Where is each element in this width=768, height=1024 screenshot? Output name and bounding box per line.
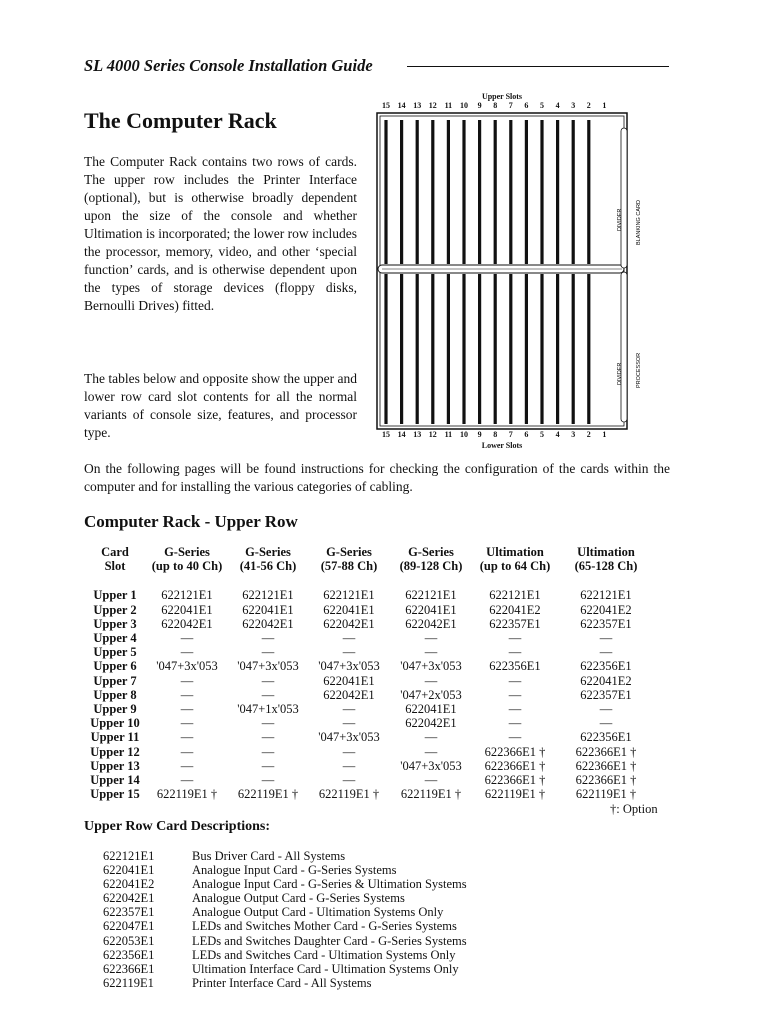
table-row xyxy=(84,759,654,773)
card-cell: — xyxy=(508,673,522,688)
slot-cell: Upper 7 xyxy=(93,673,137,688)
header-rule xyxy=(407,66,669,67)
card-cell: 622356E1 xyxy=(580,730,632,745)
table-row xyxy=(84,603,654,617)
slot-cell: Upper 10 xyxy=(90,716,140,731)
card-slot xyxy=(525,274,528,424)
slot-number: 6 xyxy=(524,430,529,439)
card-cell: — xyxy=(424,744,438,759)
card-cell: 622041E1 xyxy=(323,602,375,617)
slot-number: 7 xyxy=(508,101,513,110)
card-slot xyxy=(494,120,497,264)
card-cell: — xyxy=(261,716,275,731)
slot-cell: Upper 8 xyxy=(93,687,137,702)
card-cell: 622121E1 xyxy=(580,588,632,603)
table-row xyxy=(84,645,654,659)
slot-cell: Upper 11 xyxy=(90,730,140,745)
card-cell: — xyxy=(424,645,438,660)
card-slot xyxy=(509,274,512,424)
card-cell: 622119E1 † xyxy=(400,787,462,802)
slot-cell: Upper 2 xyxy=(93,602,137,617)
instructions-paragraph: On the following pages will be found instructions for checking the configuration of the cards within the computer and for installing the various categories of cabling. xyxy=(84,461,670,494)
card-cell: 622121E1 xyxy=(405,588,457,603)
tables-paragraph: The tables below and opposite show the upper and lower row card slot contents for all the normal variants of console size, features, and processor type. xyxy=(84,371,357,440)
card-cell: — xyxy=(424,631,438,646)
card-cell: 622356E1 xyxy=(489,659,541,674)
card-slot xyxy=(447,120,450,264)
slot-number: 2 xyxy=(586,101,591,110)
card-cell: 622357E1 xyxy=(489,616,541,631)
card-code: 622356E1 xyxy=(103,947,155,962)
card-cell: — xyxy=(599,645,613,660)
description-item xyxy=(103,891,467,905)
table-row xyxy=(84,674,654,688)
slot-number: 5 xyxy=(540,430,544,439)
card-cell: 622042E1 xyxy=(161,616,213,631)
table-row xyxy=(84,716,654,730)
column-header: (89-128 Ch) xyxy=(399,559,463,574)
section-title: The Computer Rack xyxy=(84,108,277,133)
card-cell: — xyxy=(261,773,275,788)
slot-number: 9 xyxy=(477,101,482,110)
card-code: 622042E1 xyxy=(103,891,155,906)
slot-cell: Upper 15 xyxy=(90,787,140,802)
card-cell: — xyxy=(261,687,275,702)
column-header: Ultimation xyxy=(486,545,544,559)
divider-lower-label: DIVIDER xyxy=(617,362,623,385)
card-cell: '047+3x'053 xyxy=(318,730,380,745)
table-row xyxy=(84,773,654,787)
card-description: LEDs and Switches Card - Ultimation Systems Only xyxy=(192,947,456,962)
column-header: (up to 64 Ch) xyxy=(479,559,551,574)
column-header: (65-128 Ch) xyxy=(574,559,638,574)
slot-cell: Upper 9 xyxy=(93,702,137,717)
card-cell: 622366E1 † xyxy=(575,744,637,759)
card-code: 622119E1 xyxy=(103,975,154,990)
card-cell: — xyxy=(508,716,522,731)
upper-slot-numbers xyxy=(376,101,628,111)
card-slot xyxy=(540,274,543,424)
card-slot xyxy=(400,274,403,424)
description-item xyxy=(103,962,467,976)
column-header: G-Series xyxy=(245,545,291,559)
table-row xyxy=(84,787,654,801)
description-item xyxy=(103,934,467,948)
card-slot xyxy=(400,120,403,264)
card-description: Bus Driver Card - All Systems xyxy=(192,849,346,863)
card-cell: — xyxy=(180,687,194,702)
card-cell: '047+3x'053 xyxy=(400,758,462,773)
slot-number: 6 xyxy=(524,101,529,110)
slot-number: 2 xyxy=(586,430,591,439)
slot-number: 8 xyxy=(493,101,498,110)
card-slot xyxy=(462,274,465,424)
card-description: Printer Interface Card - All Systems xyxy=(192,975,372,990)
slot-cell: Upper 13 xyxy=(90,758,140,773)
card-slot xyxy=(525,120,528,264)
option-footnote: †: Option xyxy=(610,802,658,816)
card-cell: 622042E1 xyxy=(405,716,457,731)
card-cell: — xyxy=(342,773,356,788)
slot-cell: Upper 12 xyxy=(90,744,140,759)
column-header: Ultimation xyxy=(577,545,635,559)
card-description: Ultimation Interface Card - Ultimation Systems Only xyxy=(192,961,459,976)
table-row xyxy=(84,745,654,759)
card-cell: — xyxy=(508,730,522,745)
rack-frame-drawing xyxy=(376,112,642,432)
card-slot xyxy=(478,274,481,424)
card-cell: — xyxy=(180,702,194,717)
intro-paragraph: The Computer Rack contains two rows of cards. The upper row includes the Printer Interface (optional), but is otherwise broadly dependent upon the size of the console and whether Ultimation is incorporated; the lower row includes the processor, memory, video, and other ‘special function’ cards, and is otherwise dependent upon the types of storage devices (floppy disks, Bernoulli Drives) fitted. xyxy=(84,154,357,313)
card-slot xyxy=(416,120,419,264)
card-slot xyxy=(478,120,481,264)
card-cell: 622041E1 xyxy=(242,602,294,617)
card-cell: — xyxy=(261,744,275,759)
slot-number: 15 xyxy=(382,101,390,110)
card-code: 622047E1 xyxy=(103,919,155,934)
card-cell: — xyxy=(180,773,194,788)
processor-label: PROCESSOR xyxy=(636,352,642,388)
description-item xyxy=(103,919,467,933)
card-cell: 622357E1 xyxy=(580,616,632,631)
card-descriptions-list xyxy=(103,849,467,990)
slot-cell: Upper 6 xyxy=(93,659,137,674)
card-slot xyxy=(416,274,419,424)
card-slot xyxy=(540,120,543,264)
card-cell: — xyxy=(261,673,275,688)
card-cell: 622121E1 xyxy=(323,588,375,603)
slot-number: 1 xyxy=(602,101,607,110)
card-code: 622041E1 xyxy=(103,863,155,878)
card-cell: — xyxy=(342,645,356,660)
lower-slots-caption: Lower Slots xyxy=(481,441,523,450)
description-item xyxy=(103,976,467,990)
column-header: G-Series xyxy=(408,545,454,559)
column-header: (41-56 Ch) xyxy=(239,559,297,574)
card-cell: 622042E1 xyxy=(323,687,375,702)
card-cell: — xyxy=(599,631,613,646)
card-cell: — xyxy=(342,758,356,773)
card-cell: 622042E1 xyxy=(323,616,375,631)
blanking-card-label: BLANKING CARD xyxy=(636,200,642,245)
card-cell: — xyxy=(508,687,522,702)
description-item xyxy=(103,948,467,962)
card-cell: — xyxy=(261,758,275,773)
slot-number: 10 xyxy=(460,101,468,110)
card-cell: — xyxy=(599,702,613,717)
slot-number: 10 xyxy=(460,430,468,439)
card-code: 622366E1 xyxy=(103,961,155,976)
descriptions-title: Upper Row Card Descriptions: xyxy=(84,819,271,834)
card-slot xyxy=(384,120,387,264)
card-cell: — xyxy=(180,631,194,646)
description-item xyxy=(103,877,467,891)
card-cell: 622119E1 † xyxy=(318,787,380,802)
card-slot xyxy=(572,120,575,264)
column-header: G-Series xyxy=(326,545,372,559)
card-slot xyxy=(556,274,559,424)
card-cell: 622366E1 † xyxy=(484,758,546,773)
card-description: LEDs and Switches Mother Card - G-Series Systems xyxy=(192,919,457,934)
column-header: (up to 40 Ch) xyxy=(151,559,223,574)
card-cell: '047+3x'053 xyxy=(156,659,218,674)
divider-upper-label: DIVIDER xyxy=(617,208,623,231)
card-cell: 622366E1 † xyxy=(575,773,637,788)
card-cell: — xyxy=(508,702,522,717)
card-cell: — xyxy=(180,744,194,759)
card-cell: — xyxy=(424,730,438,745)
card-cell: '047+1x'053 xyxy=(237,702,299,717)
card-cell: 622041E1 xyxy=(323,673,375,688)
card-cell: '047+3x'053 xyxy=(237,659,299,674)
lower-slot-numbers xyxy=(376,430,628,440)
card-cell: 622121E1 xyxy=(489,588,541,603)
column-header: Card xyxy=(101,545,129,559)
card-slot xyxy=(447,274,450,424)
card-cell: 622121E1 xyxy=(161,588,213,603)
description-item xyxy=(103,905,467,919)
slot-number: 13 xyxy=(413,430,422,439)
column-header: (57-88 Ch) xyxy=(320,559,378,574)
card-description: Analogue Input Card - G-Series Systems xyxy=(192,863,397,878)
table-row xyxy=(84,702,654,716)
card-slot xyxy=(509,120,512,264)
card-cell: 622121E1 xyxy=(242,588,294,603)
card-code: 622357E1 xyxy=(103,905,155,920)
slot-number: 12 xyxy=(428,430,437,439)
card-cell: 622119E1 † xyxy=(237,787,299,802)
card-cell: 622041E2 xyxy=(580,673,632,688)
card-description: LEDs and Switches Daughter Card - G-Series Systems xyxy=(192,933,467,948)
table-row xyxy=(84,588,654,602)
card-cell: — xyxy=(342,631,356,646)
card-code: 622121E1 xyxy=(103,849,155,863)
card-cell: '047+3x'053 xyxy=(318,659,380,674)
slot-number: 4 xyxy=(555,430,560,439)
card-cell: 622041E1 xyxy=(161,602,213,617)
card-slot xyxy=(431,120,434,264)
card-cell: — xyxy=(508,645,522,660)
table-header-row xyxy=(84,545,654,559)
card-cell: — xyxy=(180,716,194,731)
slot-number: 11 xyxy=(444,101,453,110)
slot-number: 4 xyxy=(555,101,560,110)
card-cell: 622366E1 † xyxy=(484,773,546,788)
card-cell: 622366E1 † xyxy=(575,758,637,773)
card-cell: 622357E1 xyxy=(580,687,632,702)
description-item xyxy=(103,863,467,877)
card-cell: — xyxy=(261,730,275,745)
slot-number: 15 xyxy=(382,430,390,439)
table-header-row xyxy=(84,559,654,573)
card-slot xyxy=(494,274,497,424)
slot-cell: Upper 4 xyxy=(93,631,137,646)
card-slot xyxy=(384,274,387,424)
column-header: G-Series xyxy=(164,545,210,559)
slot-cell: Upper 3 xyxy=(93,616,137,631)
card-cell: — xyxy=(424,773,438,788)
table-row xyxy=(84,688,654,702)
card-cell: — xyxy=(180,645,194,660)
upper-slots-caption: Upper Slots xyxy=(481,92,523,101)
card-cell: — xyxy=(180,758,194,773)
card-cell: — xyxy=(508,631,522,646)
slot-number: 3 xyxy=(571,101,576,110)
card-cell: 622041E1 xyxy=(405,602,457,617)
card-cell: 622366E1 † xyxy=(484,744,546,759)
computer-rack-diagram xyxy=(376,92,642,452)
slot-number: 14 xyxy=(397,101,406,110)
slot-number: 14 xyxy=(397,430,406,439)
slot-number: 7 xyxy=(508,430,513,439)
card-cell: — xyxy=(599,716,613,731)
card-cell: '047+2x'053 xyxy=(400,687,462,702)
card-description: Analogue Input Card - G-Series & Ultimation Systems xyxy=(192,877,467,892)
document-header-title: SL 4000 Series Console Installation Guide xyxy=(84,56,373,75)
table-row xyxy=(84,617,654,631)
card-slot xyxy=(556,120,559,264)
slot-number: 5 xyxy=(540,101,544,110)
slot-cell: Upper 1 xyxy=(93,588,137,603)
card-description: Analogue Output Card - Ultimation Systems Only xyxy=(192,905,444,920)
slot-cell: Upper 5 xyxy=(93,645,137,660)
card-code: 622053E1 xyxy=(103,933,155,948)
card-cell: — xyxy=(261,631,275,646)
card-cell: 622041E1 xyxy=(405,702,457,717)
card-slot xyxy=(462,120,465,264)
card-code: 622041E2 xyxy=(103,877,155,892)
description-item xyxy=(103,849,467,863)
table-row xyxy=(84,631,654,645)
card-cell: 622041E2 xyxy=(580,602,632,617)
card-description: Analogue Output Card - G-Series Systems xyxy=(192,891,405,906)
slot-number: 12 xyxy=(428,101,437,110)
card-cell: — xyxy=(342,702,356,717)
card-cell: 622356E1 xyxy=(580,659,632,674)
table-row xyxy=(84,730,654,744)
card-cell: 622119E1 † xyxy=(575,787,637,802)
slot-number: 3 xyxy=(571,430,576,439)
card-cell: — xyxy=(424,673,438,688)
card-slot xyxy=(572,274,575,424)
upper-row-title: Computer Rack - Upper Row xyxy=(84,512,298,531)
card-cell: — xyxy=(261,645,275,660)
card-cell: 622041E2 xyxy=(489,602,541,617)
card-cell: — xyxy=(342,744,356,759)
card-cell: — xyxy=(180,673,194,688)
card-cell: — xyxy=(342,716,356,731)
card-slot xyxy=(587,274,590,424)
card-cell: 622119E1 † xyxy=(484,787,546,802)
card-cell: '047+3x'053 xyxy=(400,659,462,674)
upper-row-table xyxy=(84,545,654,801)
card-slot xyxy=(587,120,590,264)
card-cell: 622119E1 † xyxy=(156,787,218,802)
table-row xyxy=(84,659,654,673)
slot-cell: Upper 14 xyxy=(90,773,140,788)
slot-number: 9 xyxy=(477,430,482,439)
column-header: Slot xyxy=(104,559,126,574)
slot-number: 1 xyxy=(602,430,607,439)
card-cell: 622042E1 xyxy=(242,616,294,631)
slot-number: 11 xyxy=(444,430,453,439)
card-slot xyxy=(431,274,434,424)
slot-number: 13 xyxy=(413,101,422,110)
slot-number: 8 xyxy=(493,430,498,439)
card-cell: — xyxy=(180,730,194,745)
card-cell: 622042E1 xyxy=(405,616,457,631)
